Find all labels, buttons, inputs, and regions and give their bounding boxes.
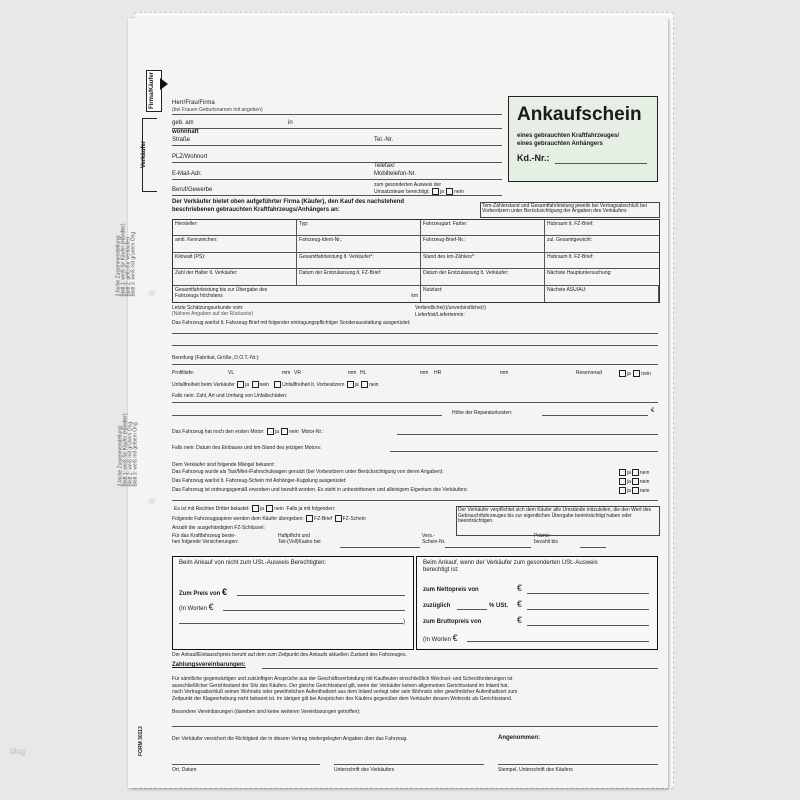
netto-label: zum Nettopreis von [423, 587, 479, 593]
table-cell[interactable]: Fahrzeug-Brief-Nr.: [421, 236, 545, 252]
motornr-field[interactable] [397, 434, 658, 435]
table-cell[interactable]: Nächste Hauptuntersuchung: [545, 269, 659, 285]
kd-label: Kd.-Nr.: [517, 153, 550, 163]
tab-firma: Firma/Käufer [146, 70, 162, 112]
worten-field-2[interactable] [179, 623, 403, 624]
worten-right-label: (In Worten € [423, 633, 458, 643]
born-in-label: in [288, 120, 293, 126]
stempel-label: Stempel, Unterschrift des Käufers [498, 767, 573, 773]
email-field[interactable] [172, 179, 502, 180]
reparatur-label: Höhe der Reparaturkosten: [452, 410, 513, 416]
ust-nein-checkbox[interactable] [446, 188, 453, 195]
unfall-field[interactable] [172, 402, 658, 403]
vers-field[interactable] [340, 547, 420, 548]
praemie-label: Prämie bezahlt bis [534, 533, 558, 545]
punch-hole [148, 290, 155, 297]
form-number: FORM 30113 [138, 726, 144, 756]
reserve-ja-checkbox[interactable] [619, 370, 626, 377]
title-box [508, 96, 658, 182]
table-cell[interactable]: Hubraum lt. FZ-Brief: [545, 220, 659, 236]
tab-verkaeufer: Verkäufer [142, 118, 157, 192]
margin-top: 2-fache Zusammenstellung: Blatt 1: weiß für Käufer (Händler) Blatt 2: gelb (für Verkäufer) Blatt 3: weiß mit grünem Orig. [115, 223, 137, 297]
schaetz-label: Letzte Schätzungsurkunde vom: [172, 305, 244, 311]
versnr-field[interactable] [445, 547, 531, 548]
liefer-label: Lieferfrist/Liefertermin: [415, 312, 465, 318]
street-field[interactable] [172, 145, 502, 146]
offer-line1: Der Verkäufer bietet oben aufgeführter Firma (Käufer), den Kauf des nachstehend [172, 199, 405, 205]
versichert-text: Der Verkäufer versichert die Richtigkeit der in diesem Vertrag niedergelegten Angaben über das Fahrzeug. [172, 736, 408, 742]
table-cell[interactable]: Kilowatt (PS): [173, 253, 297, 269]
arrow-right-icon [160, 78, 168, 90]
worten-label: (In Worten € [179, 602, 214, 612]
unter-field[interactable] [334, 764, 484, 765]
table-cell[interactable]: Hubraum lt. FZ-Brief: [545, 253, 659, 269]
anhaenger-checks: ja nein [618, 478, 649, 485]
besondere-field[interactable] [172, 726, 658, 727]
table-cell[interactable]: Stand des km-Zählers*: [421, 253, 545, 269]
unfall2-checkbox[interactable] [274, 381, 281, 388]
table-cell[interactable]: zul. Gesamtgewicht: [545, 236, 659, 252]
table-cell[interactable]: Typ: [297, 220, 421, 236]
zahlung-label: Zahlungsvereinbarungen: [172, 662, 246, 668]
vers-label: Für das Kraftfahrzeug beste- hen folgende Versicherungen: [172, 533, 239, 545]
street-label: Straße [172, 137, 191, 143]
unter-label: Unterschrift des Verkäufers [334, 767, 395, 773]
kd-field[interactable] [555, 163, 647, 164]
zustand-text: Der Ankauf/Eintauschpreis beruht auf dem zum Zeitpunkt des Ankaufs aktuellen Zustand des Fahrzeuges. [172, 652, 407, 658]
price-right-head2: berechtigt ist: [423, 567, 459, 573]
unfall-row: Unfallfreiheit beim Verkäufer ja nein Unfallfreiheit lt. Vorbesitzern ja nein [172, 381, 379, 388]
telefax-label: Telefax/ [374, 163, 395, 169]
unfall1-ja-checkbox[interactable] [237, 381, 244, 388]
born-field[interactable] [172, 128, 502, 129]
motor-row: Das Fahrzeug hat noch den ersten Motor: ja nein Motor-Nr.: [172, 428, 324, 435]
besondere-label: Besondere Vereinbarungen (daneben sind keine weiteren Vereinbarungen getroffen): [172, 709, 361, 715]
ust-field[interactable] [527, 609, 649, 610]
ust-ja-checkbox[interactable] [432, 188, 439, 195]
ort-field[interactable] [172, 764, 320, 765]
beruf-field[interactable] [172, 195, 502, 196]
title-sub2: eines gebrauchten Anhängers [517, 141, 603, 147]
motor-ja-checkbox[interactable] [267, 428, 274, 435]
haft-label: Haftpflicht und Teil-(Voll)Kasko bei [278, 533, 321, 545]
eigentum-label: Das Fahrzeug ist ordnungsgemäß erworben und bezahlt worden. Es steht in unbestrittenem und alleinigem Eigentum des Verkäufers: [172, 487, 468, 493]
einbau-label: Falls nein: Datum des Einbaues und km-Stand des jetzigen Motors: [172, 445, 322, 451]
ausweis-label: zum gesonderten Ausweis der [374, 182, 441, 188]
table-cell[interactable]: Fahrzeug-Ident-Nr.: [297, 236, 421, 252]
ausger-field-2[interactable] [172, 345, 658, 346]
divider [172, 500, 658, 501]
tel-label: Tel.-Nr. [374, 137, 394, 143]
plz-field[interactable] [172, 162, 502, 163]
worten-field[interactable] [223, 610, 405, 611]
taxi-checks: ja nein [618, 469, 649, 476]
price-left-box: Beim Ankauf von nicht zum USt.-Ausweis Berechtigten: Zum Preis von € (In Worten € ) [172, 556, 414, 650]
name-field[interactable] [172, 114, 502, 115]
price-right-head1: Beim Ankauf, wenn der Verkäufer zum gesonderten USt.-Ausweis [423, 560, 598, 566]
rechte-row: Es ist mit Rechten Dritter belastet: ja nein Falls ja mit folgenden: [174, 505, 336, 512]
punch-hole [148, 498, 155, 505]
reserve-nein-checkbox[interactable] [633, 370, 640, 377]
unfall2-ja-checkbox[interactable] [347, 381, 354, 388]
seller-note: Der Verkäufer verpflichtet sich dem Käufer alle Umstände mitzuteilen, die den Wert des Gebrauchtfahrzeuges bis zur eigentlichen Übergabe beeinträchtigt haben oder beeinträchtigen. [456, 506, 660, 536]
email-label: E-Mail-Adr. [172, 171, 202, 177]
wohnhaft-label: wohnhaft [172, 129, 199, 135]
zahlung-field[interactable] [262, 668, 658, 669]
euro-icon: € [651, 408, 655, 414]
table-cell[interactable]: Zahl der Halter lt. Verkäufer: [173, 269, 297, 285]
gerichtsstand-text: Für sämtliche gegenwärtigen und zukünftigen Ansprüche aus der Geschäftsverbindung mit Kaufleuten einschließlich Wechsel- und Scheckforderungen ist ausschließlicher Gerichtsstand der Sitz des Käufers. Der gleiche Gerichtsstand gilt, wenn der Verkäufer keinen allgemeinen Gerichtsstand im Inland hat, nach Vertragsabschluß seinen Wohnsitz oder gewöhnlichen Aufenthaltsort aus dem Inland verlegt oder sein Wohnsitz oder gewöhnlicher Aufenthaltsort zum Zeitpunkt der Klageerhebung nicht bekannt ist. Im übrigen gilt bei Ansprüchen des Käufers gegenüber dem Verkäufer dessen Wohnsitz als Gerichtsstand. [172, 676, 518, 702]
fallsnein-label: Falls nein: Zahl, Art und Umfang von Unfallschäden: [172, 393, 288, 399]
title-main: Ankaufschein [517, 104, 642, 125]
zum-preis-label: Zum Preis von € [179, 587, 228, 597]
table-cell[interactable]: Nächste ASU/AU: [545, 286, 659, 302]
bezahlt-field[interactable] [580, 547, 606, 548]
versnr-label: Vers.- Schein-Nr. [422, 533, 446, 545]
offer-line2: beschriebenen gebrauchten Kraftfahrzeugs/Anhängers an: [172, 207, 340, 213]
title-sub1: eines gebrauchten Kraftfahrzeuges/ [517, 133, 620, 139]
taxi-label: Das Fahrzeug wurde als Taxi/Miet-/Fahrschulwagen genutzt (bei Vorbesitzern unter Berücksichtigung von deren Angaben): [172, 469, 444, 475]
papiere-row: Folgende Fahrzeugpapiere werden dem Käufer übergeben: FZ-Brief FZ-Schein [172, 515, 366, 522]
ust-percent-field[interactable] [457, 609, 487, 610]
ausger-label: Das Fahrzeug war/ist lt. Fahrzeug-Brief mit folgender eintragungspflichtiger Sonderausstattung ausgerüstet: [172, 320, 411, 326]
ort-label: Ort, Datum [172, 767, 197, 773]
brutto-field[interactable] [527, 625, 649, 626]
table-cell[interactable]: Fahrzeugart: Farbe: [421, 220, 545, 236]
price-right-box: Beim Ankauf, wenn der Verkäufer zum gesonderten USt.-Ausweis berechtigt ist: zum Nettopreis von € zuzüglich % USt. € zum Bruttopreis von € (In Worten € [416, 556, 658, 650]
anhaenger-label: Das Fahrzeug war/ist lt. Fahrzeug-Schein mit Anhänger-Kupplung ausgerüstet: [172, 478, 347, 484]
mobil-label: Mobiltelefon-Nr. [374, 171, 417, 177]
table-cell[interactable]: Hersteller: [173, 220, 297, 236]
worten-right-field[interactable] [467, 641, 649, 642]
maengel-label: Dem Verkäufer sind folgende Mängel bekannt: [172, 462, 275, 468]
angenommen-label: Angenommen: [498, 735, 540, 741]
zum-preis-field[interactable] [237, 595, 405, 596]
name-label: Herr/Frau/Firma [172, 100, 215, 106]
unfall2-nein-checkbox[interactable] [361, 381, 368, 388]
bereif-label: Bereifung (Fabrikat, Größe, D.O.T.-Nr.): [172, 355, 260, 361]
margin-bottom: 2-fache Zusammenstellung: Blatt 1: weiß für Käufer (Händler) Blatt 2: weiß mit grünem Orig. Blatt 3: weiß mit gelbem Orig. [117, 413, 139, 487]
netto-field[interactable] [527, 593, 649, 594]
profil-row: Profiltiefe: VL mm VR mm HL mm HR mm Reserverad ja nein [172, 370, 651, 377]
price-left-head: Beim Ankauf von nicht zum USt.-Ausweis Berechtigten: [179, 560, 327, 566]
vehicle-table [172, 219, 660, 303]
brutto-label: zum Bruttopreis von [423, 619, 482, 625]
eigentum-checks: ja nein [618, 487, 649, 494]
table-cell[interactable]: amtl. Kennzeichen: [173, 236, 297, 252]
ausger-field[interactable] [172, 333, 658, 334]
beruf-label: Beruf/Gewerbe [172, 187, 213, 193]
born-label: geb. am [172, 120, 194, 126]
stempel-field[interactable] [498, 764, 658, 765]
einbau-field[interactable] [390, 451, 658, 452]
motor-nein-checkbox[interactable] [281, 428, 288, 435]
schaetz-hint: (Nähere Angaben auf der Rückseite) [172, 311, 254, 317]
unfall-field-2[interactable] [172, 415, 442, 416]
schluessel-label: Anzahl der ausgehändigten FZ-Schlüssel: [172, 525, 265, 531]
unfall1-nein-checkbox[interactable] [252, 381, 259, 388]
plz-label: PLZ/Wohnort [172, 154, 208, 160]
reparatur-field[interactable] [542, 415, 648, 416]
table-cell[interactable]: Gesamtfahrleistung lt. Verkäufer*: [297, 253, 421, 269]
ust-label2: % USt. [489, 603, 509, 609]
name-hint: (bei Frauen Geburtsnamen mit angeben) [172, 107, 263, 113]
table-cell-gesamt[interactable]: Gesamtfahrleistung bis zur Übergabe des Fahrzeugs höchstens km [173, 286, 421, 302]
watermark: blog [10, 747, 26, 756]
verbind-label: Verbindliche(r)/unverbindliche(r) [415, 305, 486, 311]
ust-label: Umsatzsteuer berechtigt: ja nein [374, 188, 464, 195]
zzgl-label: zuzüglich [423, 603, 451, 609]
bereif-field[interactable] [172, 364, 658, 365]
table-cell[interactable]: Datum der Erstzulassung lt. FZ-Brief: [297, 269, 421, 285]
table-cell[interactable]: Datum der Erstzulassung lt. Verkäufer: [421, 269, 545, 285]
offer-note: Tem-Zählerstand und Gesamtfahrleistung jeweils bei Vertragsabschluß bei Vorbesitzern unter Berücksichtigung der Angaben des Verkäufers [480, 202, 660, 218]
table-cell[interactable]: Nutzlast: [421, 286, 545, 302]
